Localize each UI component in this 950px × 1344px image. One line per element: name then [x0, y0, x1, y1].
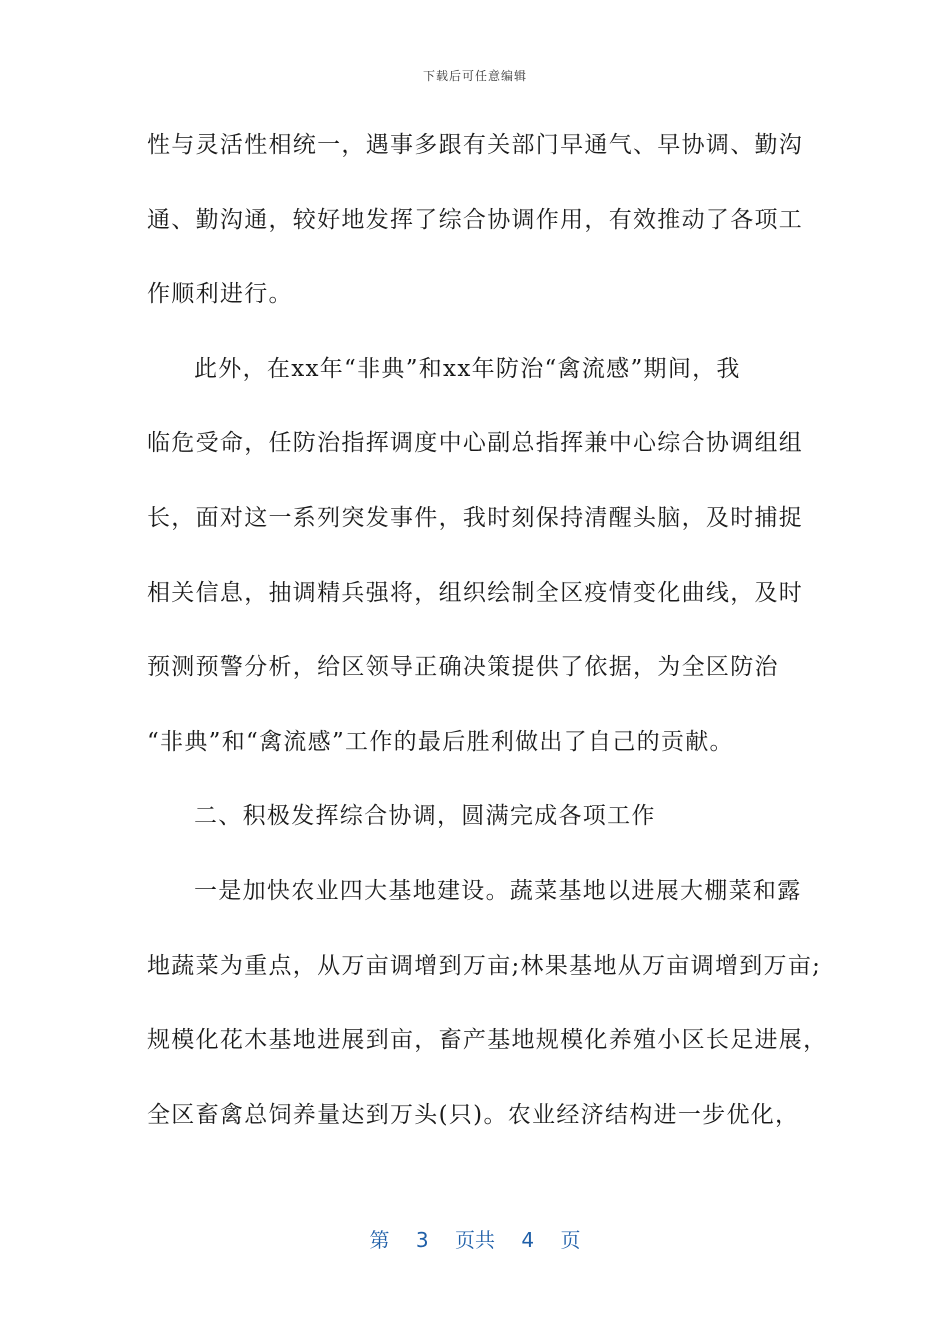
body-line: 预测预警分析，给区领导正确决策提供了依据，为全区防治: [147, 654, 779, 681]
body-line: 全区畜禽总饲养量达到万头(只)。农业经济结构进一步优化，: [147, 1101, 800, 1128]
page-label-suffix: 页: [560, 1228, 581, 1252]
body-line: 长，面对这一系列突发事件，我时刻保持清醒头脑，及时捕捉: [147, 504, 804, 531]
page-label-middle: 页共: [455, 1228, 495, 1252]
paragraph-start-line: 此外，在xx年“非典”和xx年防治“禽流感”期间，我: [194, 355, 741, 382]
body-line: 通、勤沟通，较好地发挥了综合协调作用，有效推动了各项工: [147, 206, 804, 233]
body-line: 临危受命，任防治指挥调度中心副总指挥兼中心综合协调组组: [147, 430, 804, 457]
body-line: 性与灵活性相统一，遇事多跟有关部门早通气、早协调、勤沟: [147, 132, 804, 158]
page-number-footer: [0, 1224, 950, 1253]
section-heading: 二、积极发挥综合协调，圆满完成各项工作: [194, 803, 656, 830]
body-line: 作顺利进行。: [147, 281, 293, 308]
page-label-prefix: 第: [369, 1228, 390, 1252]
body-line: 规模化花木基地进展到亩，畜产基地规模化养殖小区长足进展，: [147, 1027, 828, 1054]
body-line: “非典”和“禽流感”工作的最后胜利做出了自己的贡献。: [147, 728, 734, 755]
body-line: 相关信息，抽调精兵强将，组织绘制全区疫情变化曲线，及时: [147, 579, 804, 606]
current-page-number: 3: [415, 1228, 429, 1252]
total-pages-number: 4: [521, 1228, 535, 1252]
document-body: [147, 120, 828, 1164]
paragraph-start-line: 一是加快农业四大基地建设。蔬菜基地以进展大棚菜和露: [194, 877, 802, 904]
body-line: 地蔬菜为重点，从万亩调增到万亩;林果基地从万亩调增到万亩;: [147, 952, 822, 979]
header-note: 下载后可任意编辑: [422, 69, 527, 83]
